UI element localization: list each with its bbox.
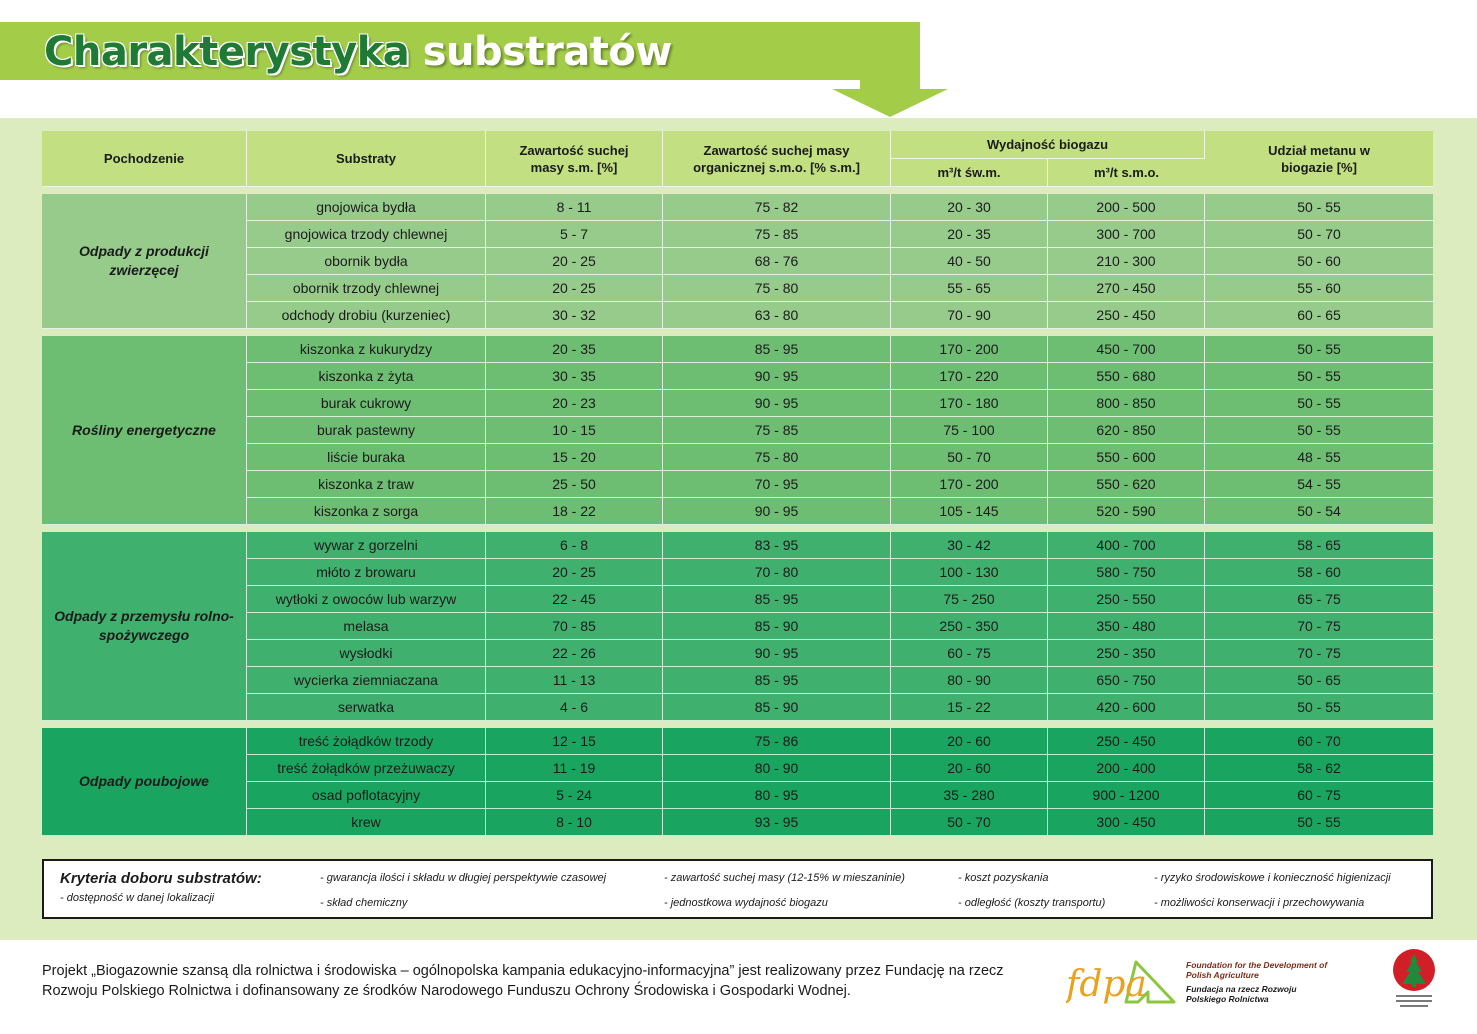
table-row (42, 667, 1433, 694)
cell-dry-matter: 20 - 25 (486, 559, 663, 586)
cell-yield-fresh: 40 - 50 (891, 248, 1048, 275)
header-yield-organic-dry-mass: m³/t s.m.o. (1048, 159, 1205, 187)
header-substrates: Substraty (247, 131, 486, 187)
group-separator-cell (42, 721, 1433, 728)
cell-yield-odm: 650 - 750 (1048, 667, 1205, 694)
cell-organic-dry-matter: 80 - 95 (663, 782, 891, 809)
cell-yield-odm: 450 - 700 (1048, 336, 1205, 363)
cell-yield-fresh: 75 - 250 (891, 586, 1048, 613)
table-row (42, 559, 1433, 586)
cell-organic-dry-matter: 90 - 95 (663, 498, 891, 525)
cell-dry-matter: 30 - 35 (486, 363, 663, 390)
cell-dry-matter: 20 - 25 (486, 275, 663, 302)
cell-substrate: burak pastewny (247, 417, 486, 444)
cell-substrate: kiszonka z sorga (247, 498, 486, 525)
cell-substrate: obornik trzody chlewnej (247, 275, 486, 302)
cell-yield-odm: 550 - 680 (1048, 363, 1205, 390)
header-organic-dry-matter: Zawartość suchej masy organicznej s.m.o. [% s.m.] (663, 131, 891, 187)
cell-organic-dry-matter: 90 - 95 (663, 363, 891, 390)
cell-methane: 48 - 55 (1205, 444, 1433, 471)
table-row (42, 586, 1433, 613)
cell-yield-odm: 580 - 750 (1048, 559, 1205, 586)
cell-yield-odm: 800 - 850 (1048, 390, 1205, 417)
cell-methane: 55 - 60 (1205, 275, 1433, 302)
nfosigw-logo (1390, 948, 1438, 1014)
cell-dry-matter: 20 - 25 (486, 248, 663, 275)
table-row (42, 809, 1433, 836)
cell-yield-odm: 250 - 550 (1048, 586, 1205, 613)
table-row (42, 532, 1433, 559)
cell-dry-matter: 11 - 13 (486, 667, 663, 694)
cell-organic-dry-matter: 70 - 80 (663, 559, 891, 586)
cell-yield-odm: 620 - 850 (1048, 417, 1205, 444)
cell-yield-fresh: 20 - 35 (891, 221, 1048, 248)
cell-yield-fresh: 30 - 42 (891, 532, 1048, 559)
group-separator (42, 721, 1433, 728)
cell-organic-dry-matter: 85 - 90 (663, 613, 891, 640)
page-title (44, 26, 672, 78)
cell-yield-odm: 250 - 350 (1048, 640, 1205, 667)
cell-organic-dry-matter: 75 - 86 (663, 728, 891, 755)
cell-methane: 50 - 70 (1205, 221, 1433, 248)
page-title-part1: Charakterystyka (44, 29, 410, 75)
cell-substrate: kiszonka z traw (247, 471, 486, 498)
cell-yield-fresh: 70 - 90 (891, 302, 1048, 329)
cell-yield-fresh: 55 - 65 (891, 275, 1048, 302)
cell-yield-odm: 250 - 450 (1048, 302, 1205, 329)
criteria-item: - dostępność w danej lokalizacji (60, 892, 215, 904)
cell-methane: 50 - 55 (1205, 390, 1433, 417)
cell-substrate: wytłoki z owoców lub warzyw (247, 586, 486, 613)
table-row (42, 336, 1433, 363)
substrates-table (42, 131, 1433, 836)
table-row (42, 640, 1433, 667)
cell-yield-fresh: 20 - 60 (891, 755, 1048, 782)
cell-organic-dry-matter: 85 - 95 (663, 667, 891, 694)
cell-methane: 58 - 62 (1205, 755, 1433, 782)
table-row (42, 417, 1433, 444)
cell-methane: 70 - 75 (1205, 613, 1433, 640)
cell-substrate: melasa (247, 613, 486, 640)
cell-organic-dry-matter: 85 - 95 (663, 586, 891, 613)
table-row (42, 390, 1433, 417)
cell-substrate: serwatka (247, 694, 486, 721)
table-row (42, 248, 1433, 275)
group-origin-label: Odpady z przemysłu rolno-spożywczego (42, 532, 247, 721)
cell-methane: 50 - 55 (1205, 336, 1433, 363)
cell-yield-odm: 300 - 450 (1048, 809, 1205, 836)
group-separator-cell (42, 187, 1433, 194)
cell-yield-odm: 200 - 400 (1048, 755, 1205, 782)
cell-dry-matter: 20 - 23 (486, 390, 663, 417)
cell-methane: 50 - 60 (1205, 248, 1433, 275)
fdpa-name-en: Foundation for the Development of Polish Agriculture (1186, 960, 1328, 980)
table-row (42, 221, 1433, 248)
criteria-item: - koszt pozyskania (958, 872, 1049, 884)
down-arrow-icon (832, 89, 948, 117)
table-row (42, 498, 1433, 525)
cell-yield-fresh: 35 - 280 (891, 782, 1048, 809)
cell-methane: 50 - 55 (1205, 363, 1433, 390)
cell-dry-matter: 20 - 35 (486, 336, 663, 363)
cell-organic-dry-matter: 75 - 85 (663, 417, 891, 444)
header-dry-matter: Zawartość suchej masy s.m. [%] (486, 131, 663, 187)
cell-yield-fresh: 105 - 145 (891, 498, 1048, 525)
cell-organic-dry-matter: 83 - 95 (663, 532, 891, 559)
criteria-item: - odległość (koszty transportu) (958, 897, 1106, 909)
cell-organic-dry-matter: 75 - 80 (663, 444, 891, 471)
cell-substrate: wywar z gorzelni (247, 532, 486, 559)
cell-dry-matter: 12 - 15 (486, 728, 663, 755)
cell-methane: 50 - 55 (1205, 194, 1433, 221)
cell-substrate: liście buraka (247, 444, 486, 471)
cell-methane: 50 - 54 (1205, 498, 1433, 525)
cell-organic-dry-matter: 70 - 95 (663, 471, 891, 498)
cell-organic-dry-matter: 68 - 76 (663, 248, 891, 275)
table-row (42, 471, 1433, 498)
cell-substrate: gnojowica trzody chlewnej (247, 221, 486, 248)
table-row (42, 782, 1433, 809)
table-row (42, 194, 1433, 221)
group-origin-label: Rośliny energetyczne (42, 336, 247, 525)
cell-methane: 58 - 60 (1205, 559, 1433, 586)
cell-organic-dry-matter: 75 - 85 (663, 221, 891, 248)
cell-yield-odm: 270 - 450 (1048, 275, 1205, 302)
cell-organic-dry-matter: 93 - 95 (663, 809, 891, 836)
cell-yield-odm: 550 - 600 (1048, 444, 1205, 471)
page-title-part2: substratów (422, 29, 672, 75)
cell-methane: 60 - 65 (1205, 302, 1433, 329)
cell-substrate: kiszonka z żyta (247, 363, 486, 390)
cell-substrate: burak cukrowy (247, 390, 486, 417)
cell-yield-fresh: 15 - 22 (891, 694, 1048, 721)
cell-yield-fresh: 170 - 220 (891, 363, 1048, 390)
cell-yield-fresh: 20 - 60 (891, 728, 1048, 755)
cell-substrate: obornik bydła (247, 248, 486, 275)
cell-substrate: wycierka ziemniaczana (247, 667, 486, 694)
cell-substrate: gnojowica bydła (247, 194, 486, 221)
cell-methane: 60 - 75 (1205, 782, 1433, 809)
cell-substrate: treść żołądków trzody (247, 728, 486, 755)
cell-organic-dry-matter: 63 - 80 (663, 302, 891, 329)
cell-dry-matter: 11 - 19 (486, 755, 663, 782)
cell-yield-fresh: 20 - 30 (891, 194, 1048, 221)
cell-dry-matter: 4 - 6 (486, 694, 663, 721)
table-row (42, 363, 1433, 390)
criteria-item: - jednostkowa wydajność biogazu (664, 897, 828, 909)
group-separator (42, 187, 1433, 194)
cell-dry-matter: 6 - 8 (486, 532, 663, 559)
cell-yield-fresh: 170 - 200 (891, 336, 1048, 363)
cell-methane: 50 - 65 (1205, 667, 1433, 694)
group-origin-label: Odpady z produkcji zwierzęcej (42, 194, 247, 329)
svg-text:fdpa: fdpa (1066, 964, 1147, 1005)
cell-yield-odm: 900 - 1200 (1048, 782, 1205, 809)
criteria-item: - możliwości konserwacji i przechowywania (1154, 897, 1365, 909)
cell-methane: 70 - 75 (1205, 640, 1433, 667)
cell-substrate: kiszonka z kukurydzy (247, 336, 486, 363)
cell-yield-fresh: 60 - 75 (891, 640, 1048, 667)
cell-organic-dry-matter: 85 - 90 (663, 694, 891, 721)
criteria-item: - zawartość suchej masy (12-15% w mieszaninie) (664, 872, 905, 884)
cell-dry-matter: 25 - 50 (486, 471, 663, 498)
cell-substrate: odchody drobiu (kurzeniec) (247, 302, 486, 329)
criteria-title: Kryteria doboru substratów: (60, 870, 262, 887)
cell-substrate: wysłodki (247, 640, 486, 667)
cell-methane: 65 - 75 (1205, 586, 1433, 613)
cell-organic-dry-matter: 75 - 80 (663, 275, 891, 302)
table-row (42, 755, 1433, 782)
cell-dry-matter: 15 - 20 (486, 444, 663, 471)
cell-yield-odm: 200 - 500 (1048, 194, 1205, 221)
cell-organic-dry-matter: 80 - 90 (663, 755, 891, 782)
cell-dry-matter: 10 - 15 (486, 417, 663, 444)
fdpa-logo (1066, 958, 1178, 1010)
group-origin-label: Odpady poubojowe (42, 728, 247, 836)
cell-yield-odm: 350 - 480 (1048, 613, 1205, 640)
cell-yield-odm: 400 - 700 (1048, 532, 1205, 559)
cell-dry-matter: 70 - 85 (486, 613, 663, 640)
criteria-item: - skład chemiczny (320, 897, 408, 909)
cell-methane: 50 - 55 (1205, 694, 1433, 721)
cell-substrate: krew (247, 809, 486, 836)
header-biogas-yield: Wydajność biogazu (891, 131, 1205, 159)
cell-yield-odm: 550 - 620 (1048, 471, 1205, 498)
cell-yield-fresh: 170 - 200 (891, 471, 1048, 498)
criteria-item: - gwarancja ilości i składu w długiej perspektywie czasowej (320, 872, 607, 884)
cell-methane: 50 - 55 (1205, 417, 1433, 444)
cell-organic-dry-matter: 85 - 95 (663, 336, 891, 363)
cell-substrate: młóto z browaru (247, 559, 486, 586)
criteria-box (42, 859, 1433, 919)
header-origin: Pochodzenie (42, 131, 247, 187)
table-row (42, 302, 1433, 329)
cell-methane: 50 - 55 (1205, 809, 1433, 836)
table-row (42, 613, 1433, 640)
cell-yield-fresh: 50 - 70 (891, 809, 1048, 836)
group-separator-cell (42, 525, 1433, 532)
cell-organic-dry-matter: 90 - 95 (663, 640, 891, 667)
criteria-item: - ryzyko środowiskowe i konieczność higienizacji (1154, 872, 1391, 884)
cell-dry-matter: 5 - 24 (486, 782, 663, 809)
header-yield-fresh-mass: m³/t św.m. (891, 159, 1048, 187)
cell-yield-odm: 300 - 700 (1048, 221, 1205, 248)
group-separator (42, 329, 1433, 336)
table-row (42, 728, 1433, 755)
cell-substrate: treść żołądków przeżuwaczy (247, 755, 486, 782)
cell-yield-odm: 250 - 450 (1048, 728, 1205, 755)
cell-dry-matter: 22 - 45 (486, 586, 663, 613)
cell-dry-matter: 18 - 22 (486, 498, 663, 525)
cell-organic-dry-matter: 75 - 82 (663, 194, 891, 221)
table-row (42, 275, 1433, 302)
footer-project-text: Projekt „Biogazownie szansą dla rolnictwa i środowiska – ogólnopolska kampania edukacyjno-informacyjna” jest realizowany przez Fundację na rzecz Rozwoju Polskiego Rolnictwa i dofinansowany ze środków Narodowego Funduszu Ochrony Środowiska i Gospodarki Wodnej. (42, 963, 1004, 999)
cell-dry-matter: 22 - 26 (486, 640, 663, 667)
cell-yield-odm: 420 - 600 (1048, 694, 1205, 721)
cell-yield-fresh: 100 - 130 (891, 559, 1048, 586)
cell-dry-matter: 5 - 7 (486, 221, 663, 248)
cell-yield-fresh: 75 - 100 (891, 417, 1048, 444)
group-separator-cell (42, 329, 1433, 336)
cell-dry-matter: 8 - 10 (486, 809, 663, 836)
cell-dry-matter: 8 - 11 (486, 194, 663, 221)
cell-dry-matter: 30 - 32 (486, 302, 663, 329)
cell-yield-fresh: 80 - 90 (891, 667, 1048, 694)
cell-substrate: osad poflotacyjny (247, 782, 486, 809)
header-methane-share: Udział metanu w biogazie [%] (1205, 131, 1433, 187)
group-separator (42, 525, 1433, 532)
cell-methane: 60 - 70 (1205, 728, 1433, 755)
table-row (42, 694, 1433, 721)
cell-methane: 54 - 55 (1205, 471, 1433, 498)
cell-yield-fresh: 50 - 70 (891, 444, 1048, 471)
cell-methane: 58 - 65 (1205, 532, 1433, 559)
cell-organic-dry-matter: 90 - 95 (663, 390, 891, 417)
cell-yield-fresh: 250 - 350 (891, 613, 1048, 640)
cell-yield-odm: 210 - 300 (1048, 248, 1205, 275)
fdpa-name-pl: Fundacja na rzecz Rozwoju Polskiego Rolnictwa (1186, 984, 1297, 1004)
cell-yield-fresh: 170 - 180 (891, 390, 1048, 417)
cell-yield-odm: 520 - 590 (1048, 498, 1205, 525)
table-row (42, 444, 1433, 471)
